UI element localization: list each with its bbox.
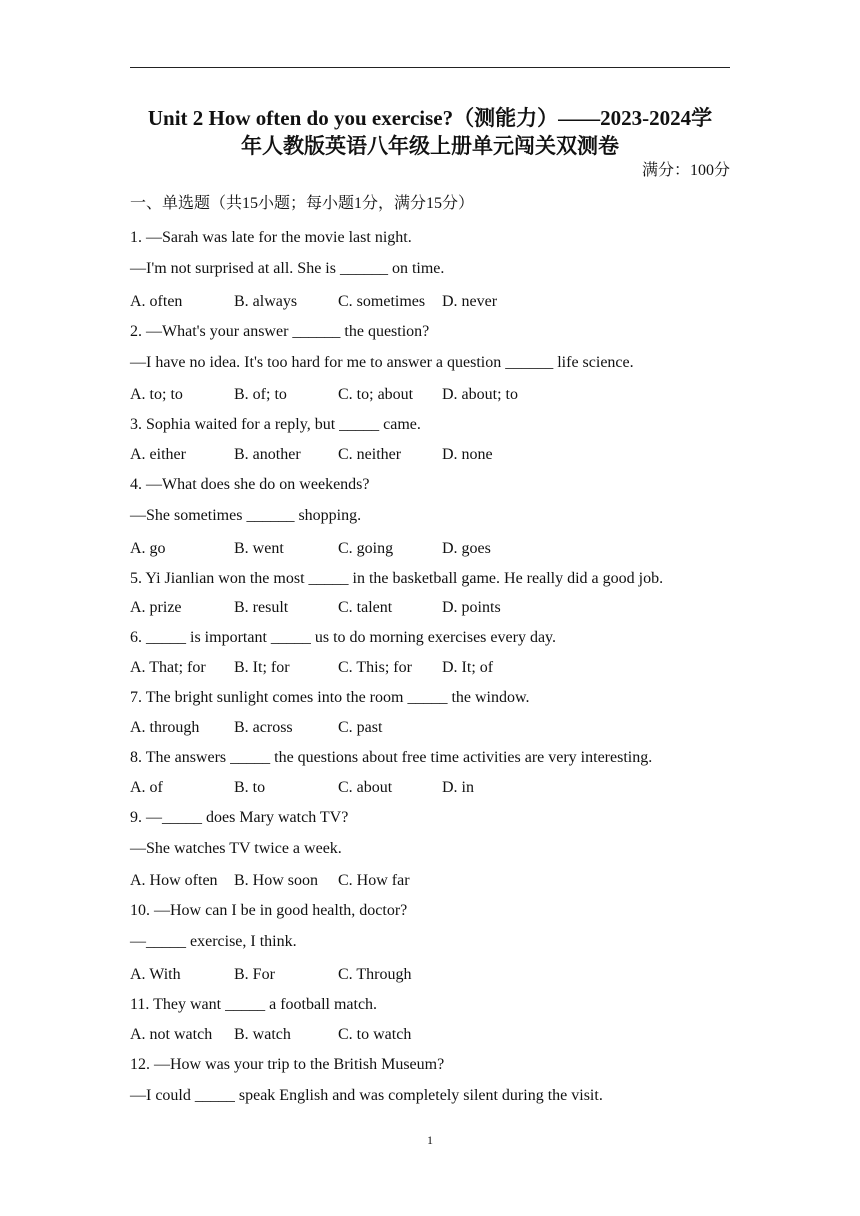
answer-option: A. not watch: [130, 1026, 213, 1043]
answer-option: D. none: [442, 446, 493, 463]
question-line: 5. Yi Jianlian won the most _____ in the basketball game. He really did a good job.: [130, 570, 664, 587]
answer-option: B. It; for: [234, 659, 290, 676]
answer-option: C. going: [338, 540, 394, 557]
answer-option: C. past: [338, 719, 383, 736]
answer-option: C. to; about: [338, 386, 414, 403]
question-line: 9. —_____ does Mary watch TV?: [130, 809, 349, 826]
answer-option: B. always: [234, 293, 298, 310]
answer-option: C. sometimes: [338, 293, 426, 310]
answer-option: D. in: [442, 779, 474, 796]
question-line: 3. Sophia waited for a reply, but _____ came.: [130, 416, 421, 433]
question-line: —I'm not surprised at all. She is ______ on time.: [130, 260, 445, 277]
answer-option: A. With: [130, 966, 181, 983]
answer-option: D. goes: [442, 540, 491, 557]
answer-option: C. How far: [338, 872, 410, 889]
answer-option: C. about: [338, 779, 393, 796]
question-line: 11. They want _____ a football match.: [130, 996, 378, 1013]
answer-option: B. watch: [234, 1026, 291, 1043]
question-line: —I have no idea. It's too hard for me to answer a question ______ life science.: [130, 354, 634, 371]
answer-option: B. result: [234, 599, 289, 616]
total-score: 满分：100分: [641, 162, 730, 179]
title-line-1: Unit 2 How often do you exercise?（测能力）——2023-2024学: [147, 106, 713, 130]
question-line: 8. The answers _____ the questions about free time activities are very interesting.: [130, 749, 653, 766]
answer-option: D. points: [442, 599, 501, 616]
answer-option: B. How soon: [234, 872, 319, 889]
section-title: 一、单选题（共15小题；每小题1分，满分15分）: [130, 195, 475, 212]
question-line: 2. —What's your answer ______ the question?: [130, 323, 430, 340]
answer-option: B. another: [234, 446, 301, 463]
answer-option: D. It; of: [442, 659, 494, 676]
answer-option: B. of; to: [234, 386, 287, 403]
question-line: 6. _____ is important _____ us to do morning exercises every day.: [130, 629, 556, 646]
document-title: [130, 104, 730, 160]
answer-option: C. Through: [338, 966, 412, 983]
question-line: —I could _____ speak English and was completely silent during the visit.: [130, 1087, 603, 1104]
answer-option: C. talent: [338, 599, 393, 616]
page-number: 1: [427, 1133, 433, 1147]
answer-option: A. prize: [130, 599, 182, 616]
answer-option: B. to: [234, 779, 266, 796]
question-line: 4. —What does she do on weekends?: [130, 476, 370, 493]
answer-option: C. neither: [338, 446, 402, 463]
answer-option: A. either: [130, 446, 186, 463]
question-line: 1. —Sarah was late for the movie last night.: [130, 229, 412, 246]
question-line: 7. The bright sunlight comes into the room _____ the window.: [130, 689, 530, 706]
answer-option: A. That; for: [130, 659, 206, 676]
question-line: —She watches TV twice a week.: [130, 840, 342, 857]
answer-option: A. How often: [130, 872, 218, 889]
answer-option: C. This; for: [338, 659, 412, 676]
answer-option: B. went: [234, 540, 284, 557]
question-line: —_____ exercise, I think.: [130, 933, 297, 950]
answer-option: D. about; to: [442, 386, 518, 403]
answer-option: B. across: [234, 719, 293, 736]
answer-option: D. never: [442, 293, 498, 310]
answer-option: A. of: [130, 779, 163, 796]
answer-option: A. to; to: [130, 386, 183, 403]
answer-option: A. through: [130, 719, 200, 736]
title-line-2: 年人教版英语八年级上册单元闯关双测卷: [241, 134, 619, 158]
answer-option: C. to watch: [338, 1026, 412, 1043]
answer-option: A. often: [130, 293, 183, 310]
question-line: —She sometimes ______ shopping.: [130, 507, 362, 524]
header-rule: [130, 67, 730, 68]
question-line: 12. —How was your trip to the British Museum?: [130, 1056, 445, 1073]
answer-option: A. go: [130, 540, 166, 557]
question-line: 10. —How can I be in good health, doctor?: [130, 902, 408, 919]
answer-option: B. For: [234, 966, 275, 983]
